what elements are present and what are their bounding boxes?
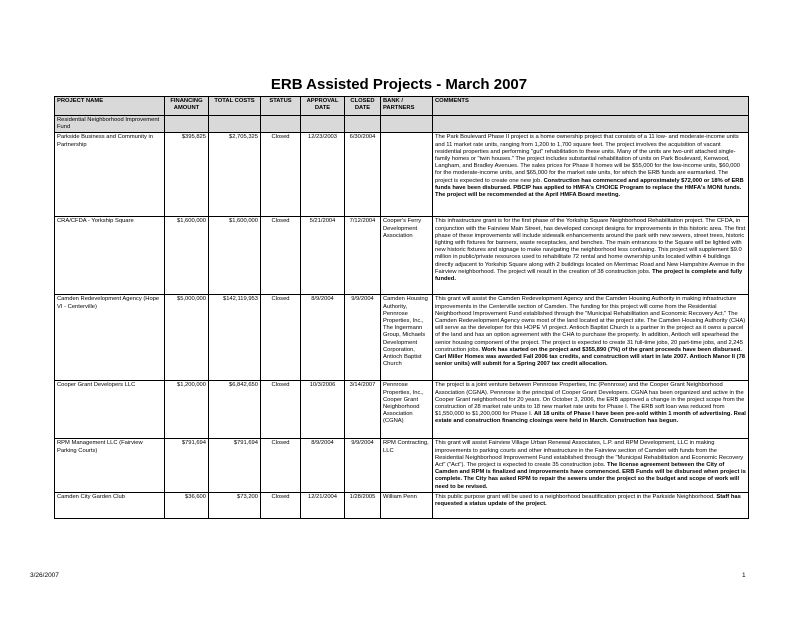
approval-date-cell: 5/21/2004 [301, 217, 345, 295]
project-name-cell: Cooper Grant Developers LLC [55, 381, 165, 439]
financing-amount-cell: $395,825 [165, 133, 209, 217]
table-row [55, 381, 749, 439]
comment-text: The project is a joint venture between Pennrose Properties, Inc (Pennrose) and the Cooper Grant Neighborhood Association (CGNA). Pennrose is the principal of Cooper Grant Developers. CGNA has been organized and active in the Cooper Grant neighborhood for 20 years. On October 3, 2006, the ERB approved a change in the project scope from the construction of 28 market rate units to 18 new market rate units for Phase I. The ERB soft loan was reduced from $1,550,000 to $1,200,000 for Phase I. [435, 382, 745, 418]
partners-cell: Pennrose Properties, Inc., Cooper Grant Neighborhood Association (CGNA) [381, 381, 433, 439]
approval-date-cell: 10/3/2006 [301, 381, 345, 439]
project-name-cell: RPM Management LLC (Fairview Parking Courts) [55, 439, 165, 492]
status-cell: Closed [261, 492, 301, 518]
header-financing-amount: FINANCING AMOUNT [165, 97, 209, 116]
closed-date-cell: 3/14/2007 [345, 381, 381, 439]
financing-amount-cell: $36,600 [165, 492, 209, 518]
financing-amount-cell: $1,600,000 [165, 217, 209, 295]
financing-amount-cell: $1,200,000 [165, 381, 209, 439]
project-name-cell: Parkside Business and Community in Partnership [55, 133, 165, 217]
closed-date-cell: 9/9/2004 [345, 439, 381, 492]
total-costs-cell: $142,119,953 [209, 295, 261, 381]
status-cell: Closed [261, 133, 301, 217]
closed-date-cell: 7/12/2004 [345, 217, 381, 295]
header-comments: COMMENTS [433, 97, 749, 116]
approval-date-cell: 12/21/2004 [301, 492, 345, 518]
partners-cell: Cooper's Ferry Development Association [381, 217, 433, 295]
comment-status-text: Staff has requested a status update of the project. [435, 493, 741, 508]
approval-date-cell: 8/9/2004 [301, 439, 345, 492]
status-cell: Closed [261, 381, 301, 439]
header-total-costs: TOTAL COSTS [209, 97, 261, 116]
header-status: STATUS [261, 97, 301, 116]
projects-table [54, 96, 749, 519]
comments-cell [433, 133, 749, 217]
comments-cell [433, 217, 749, 295]
table-header-row [55, 97, 749, 116]
partners-cell: RPM Contracting, LLC [381, 439, 433, 492]
comment-text: This grant will assist the Camden Redevelopment Agency and the Camden Housing Authority in making infrastructure improvements in the Centerville section of Camden. The funding for this project will come from the Residential Neighborhood Improvement Fund established through the "Municipal Rehabilitation and Economic Recovery Act." The Camden Redevelopment Agency owns most of the land located at the project site. The Camden Housing Authority (CHA) will serve as the developer for this HOPE VI project. Antioch Baptist Church is a partner in the project as it owns a parcel of the land and has an option agreement with the CHA to purchase the property. In addition, Antioch will spearhead the senior housing component of the project. The project is expected to create 31 full-time jobs, 20 part-time jobs, and 2,245 construction jobs. [435, 296, 746, 353]
project-name-cell: Camden Redevelopment Agency (Hope VI - Centerville) [55, 295, 165, 381]
financing-amount-cell: $5,000,000 [165, 295, 209, 381]
total-costs-cell: $791,694 [209, 439, 261, 492]
status-cell: Closed [261, 217, 301, 295]
page-title: ERB Assisted Projects - March 2007 [270, 76, 528, 93]
status-cell: Closed [261, 295, 301, 381]
header-project-name: PROJECT NAME [55, 97, 165, 116]
comments-cell [433, 492, 749, 518]
table-row [55, 439, 749, 492]
approval-date-cell: 12/23/2003 [301, 133, 345, 217]
comments-cell [433, 439, 749, 492]
partners-cell [381, 133, 433, 217]
table-row [55, 295, 749, 381]
comments-cell [433, 381, 749, 439]
comment-status-text: Construction has commenced and approximately $72,000 or 18% of ERB funds have been disbursed. PBCIP has applied to HMFA's CHOICE Program to replace the HMFA's MONI funds. The project will be recommended at the April HMFA Board meeting. [435, 177, 744, 199]
partners-cell: Camden Housing Authority, Pennrose Properties, Inc., The Ingermann Group, Michaels Development Corporation, Antioch Baptist Church [381, 295, 433, 381]
financing-amount-cell: $791,694 [165, 439, 209, 492]
closed-date-cell: 9/9/2004 [345, 295, 381, 381]
total-costs-cell: $2,705,325 [209, 133, 261, 217]
total-costs-cell: $6,842,650 [209, 381, 261, 439]
comment-text: This grant will assist Fairview Village Urban Renewal Associates, L.P. and RPM Development, LLC in making improvements to parking courts and other infrastructure in the Fairview section of Camden with funds from the Residential Neighborhood Improvement Fund established through the "Municipal Rehabilitation and Economic Recovery Act" ("Act"). The project is expected to create 35 construction jobs. [435, 440, 744, 469]
table-row [55, 133, 749, 217]
footer-date: 3/26/2007 [30, 572, 59, 579]
header-bank-partners: BANK / PARTNERS [381, 97, 433, 116]
page-number: 1 [742, 572, 746, 579]
section-row [55, 116, 749, 133]
total-costs-cell: $1,600,000 [209, 217, 261, 295]
project-name-cell: CRA/CFDA - Yorkship Square [55, 217, 165, 295]
comment-status-text: The project is complete and fully funded. [435, 268, 743, 283]
comment-text: The Park Boulevard Phase II project is a home ownership project that consists of a 11 low- and moderate-income units and 11 market rate units, ranging from 1,200 to 1,700 square feet. The project involves the acquisition of vacant residential properties and performing "gut" rehabilitation to these units. Many of the units are two-unit attached single-family homes or "twin houses." The project includes substantial rehabilitation of units on Park Boulevard, Kenwood, Langham, and Bradley Avenues. The sales prices for Phase II homes will be $55,000 for the low-income units, $60,000 for the moderate-income units, and $65,000 for the market rate units, for which the ERB funds are earmarked. The project is expected to create one new job. [435, 134, 740, 184]
table-row [55, 492, 749, 518]
section-title: Residential Neighborhood Improvement Fund [55, 116, 165, 133]
comment-text: This public purpose grant will be used to a neighborhood beautification project in the Parkside Neighborhood. [435, 493, 715, 500]
comment-status-text: Work has started on the project and $355,890 (7%) of the grant proceeds have been disbursed. Carl Miller Homes was awarded Fall 2006 tax credits, and construction will start in late 2007. Antioch Manor II (78 senior units) will submit for a Spring 2007 tax credit allocation. [435, 346, 746, 368]
comment-text: This infrastructure grant is for the first phase of the Yorkship Square Neighborhood Rehabilitation project. The CFDA, in conjunction with the Fairview Main Street, has developed concept designs for improvements in this historic area. The first phase of these improvements will include sidewalk enhancements around the park with new sewers, street trees, historic lighting with fixtures for banners, waste receptacles, and benches. The main entrances to the Square will be lighted with new historic fixtures and signage to make navigating the neighborhood less confusing. This project will supplement $9.0 million in public/private resources used to rehabilitate 72 rental and home ownership units located within 4 buildings directly adjacent to Yorkship Square along with 2 buildings located on Merrimac Road and New Hampshire Avenue in the Fairview neighborhood. The project will result in the creation of 38 construction jobs. [435, 218, 746, 275]
comment-status-text: All 18 units of Phase I have been pre-sold within 1 month of advertising. Real estate and construction financing closings were held in March. Construction has begun. [435, 411, 746, 425]
total-costs-cell: $73,200 [209, 492, 261, 518]
closed-date-cell: 1/28/2005 [345, 492, 381, 518]
comment-status-text: The license agreement between the City of Camden and RPM is finalized and improvements have commenced. ERB Funds will be disbursed when project is complete. The City has asked RPM to repair the sewers under the project so the budget and scope of work will need to be revised. [435, 462, 746, 490]
header-closed-date: CLOSED DATE [345, 97, 381, 116]
table-row [55, 217, 749, 295]
status-cell: Closed [261, 439, 301, 492]
partners-cell: William Penn [381, 492, 433, 518]
approval-date-cell: 8/9/2004 [301, 295, 345, 381]
header-approval-date: APPROVAL DATE [301, 97, 345, 116]
project-name-cell: Camden City Garden Club [55, 492, 165, 518]
comments-cell [433, 295, 749, 381]
closed-date-cell: 6/30/2004 [345, 133, 381, 217]
